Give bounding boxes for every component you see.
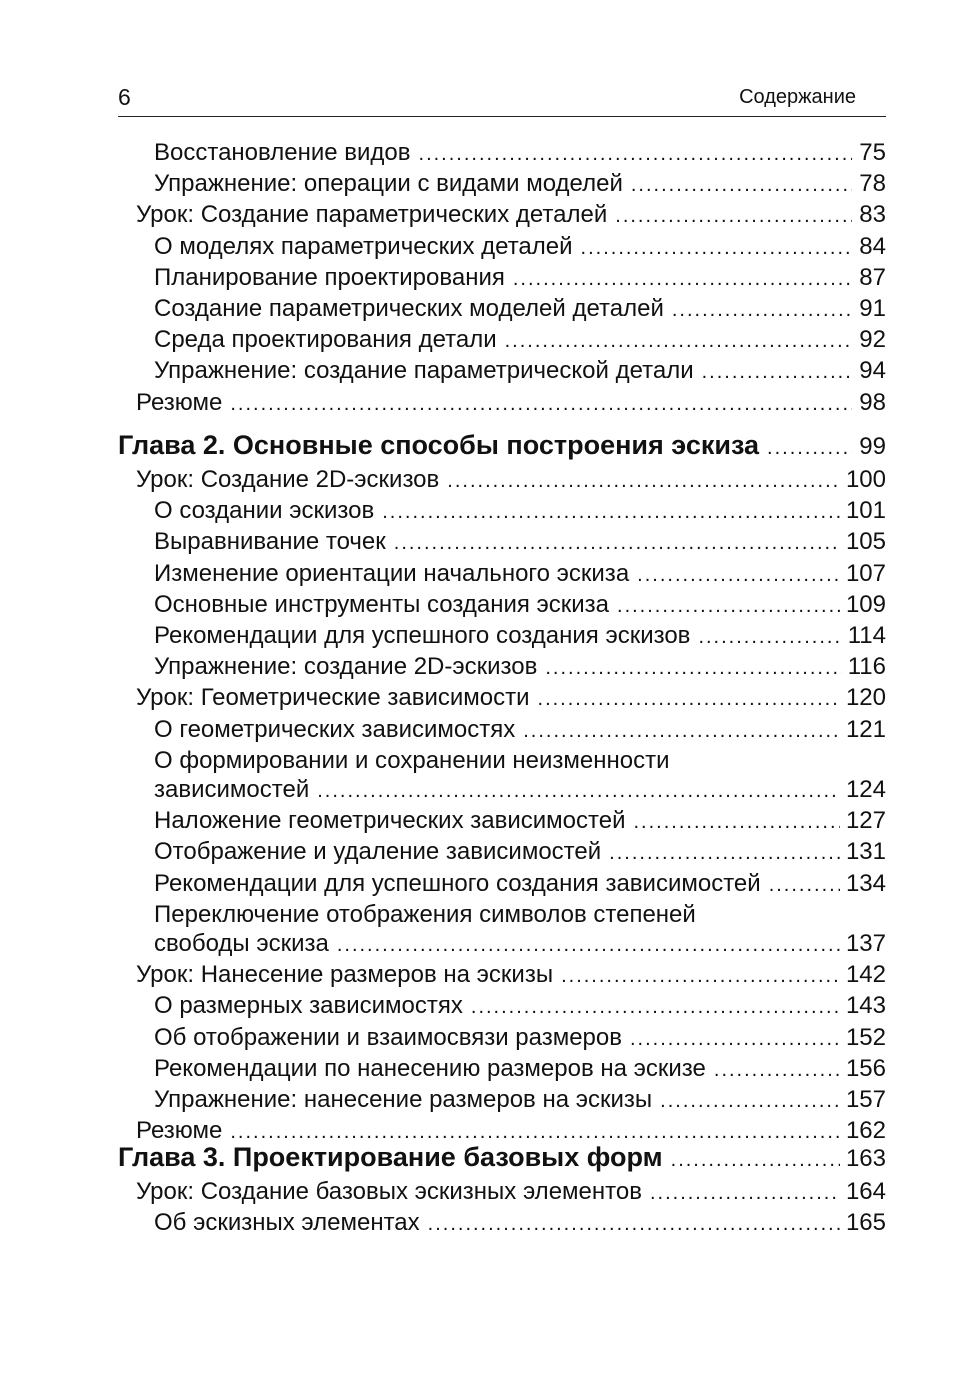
leader-dots bbox=[581, 232, 852, 263]
leader-dots bbox=[394, 527, 840, 558]
page-number: 6 bbox=[118, 84, 131, 110]
toc-page-number: 134 bbox=[845, 869, 886, 897]
toc-entry[interactable]: Упражнение: нанесение размеров на эскизы ..... 157 bbox=[0, 1085, 886, 1116]
toc-page-number: 107 bbox=[845, 559, 886, 587]
toc-page-number: 120 bbox=[845, 684, 886, 712]
leader-dots bbox=[230, 388, 852, 419]
leader-dots bbox=[671, 1140, 840, 1177]
toc-entry[interactable]: Изменение ориентации начального эскиза ..... 107 bbox=[0, 559, 886, 590]
toc-entry[interactable]: Рекомендации для успешного создания эскизов ..... 114 bbox=[0, 621, 886, 652]
toc-page-number: 116 bbox=[847, 653, 886, 681]
leader-dots bbox=[447, 465, 840, 496]
leader-dots bbox=[538, 683, 840, 714]
leader-dots bbox=[631, 169, 852, 200]
leader-dots bbox=[637, 559, 840, 590]
toc-page-number: 94 bbox=[859, 357, 886, 385]
toc-entry-first-line[interactable]: Переключение отображения символов степеней bbox=[154, 900, 696, 928]
toc-page-number: 78 bbox=[859, 170, 886, 198]
toc-page-number: 162 bbox=[845, 1117, 886, 1145]
toc-lesson[interactable]: Урок: Создание базовых эскизных элементов ..... 164 bbox=[0, 1177, 886, 1208]
toc-page-number: 109 bbox=[845, 590, 886, 618]
leader-dots bbox=[615, 200, 852, 231]
toc-page-number: 100 bbox=[845, 466, 886, 493]
toc-entry[interactable]: Рекомендации по нанесению размеров на эскизе ..... 156 bbox=[0, 1054, 886, 1085]
toc-page-number: 124 bbox=[845, 776, 886, 804]
toc-entry[interactable]: Основные инструменты создания эскиза ..... 109 bbox=[0, 590, 886, 621]
toc-page-number: 152 bbox=[845, 1023, 886, 1051]
leader-dots bbox=[634, 806, 840, 837]
leader-dots bbox=[471, 991, 840, 1022]
leader-dots bbox=[317, 775, 840, 806]
toc-entry[interactable]: Выравнивание точек ..... 105 bbox=[0, 527, 886, 558]
toc-page-number: 127 bbox=[845, 807, 886, 835]
leader-dots bbox=[545, 652, 841, 683]
toc-page-number: 92 bbox=[859, 326, 886, 354]
toc-entry[interactable]: зависимостей ..... 124 bbox=[0, 775, 886, 806]
leader-dots bbox=[561, 960, 840, 991]
toc-page-number: 91 bbox=[859, 295, 886, 323]
toc-page-number: 75 bbox=[859, 139, 886, 166]
header-rule bbox=[118, 116, 886, 117]
toc-page-number: 156 bbox=[845, 1054, 886, 1082]
leader-dots bbox=[767, 428, 852, 465]
toc-chapter-heading[interactable]: Глава 2. Основные способы построения эскиза ..... 99 bbox=[0, 428, 886, 465]
toc-page-number: 131 bbox=[845, 838, 886, 866]
toc-entry[interactable]: О моделях параметрических деталей ..... 84 bbox=[0, 232, 886, 263]
toc-entry[interactable]: Об отображении и взаимосвязи размеров ..... 152 bbox=[0, 1023, 886, 1054]
toc-entry[interactable]: Среда проектирования детали ..... 92 bbox=[0, 325, 886, 356]
leader-dots bbox=[609, 837, 840, 868]
toc-entry[interactable]: О создании эскизов ..... 101 bbox=[0, 496, 886, 527]
toc-page-number: 87 bbox=[859, 263, 886, 291]
toc-page-number: 105 bbox=[845, 528, 886, 556]
leader-dots bbox=[419, 138, 852, 169]
running-title: Содержание bbox=[739, 86, 856, 108]
leader-dots bbox=[617, 590, 840, 621]
toc-chapter-heading[interactable]: Глава 3. Проектирование базовых форм ..... 163 bbox=[0, 1140, 886, 1177]
leader-dots bbox=[505, 325, 852, 356]
leader-dots bbox=[672, 294, 852, 325]
toc-entry[interactable]: Восстановление видов ..... 75 bbox=[0, 138, 886, 169]
leader-dots bbox=[660, 1085, 840, 1116]
toc-section-chapter3 bbox=[0, 1140, 886, 1239]
toc-page-number: 114 bbox=[847, 622, 886, 650]
toc-entry[interactable]: Упражнение: создание 2D-эскизов ..... 116 bbox=[0, 652, 886, 683]
toc-section-chapter2 bbox=[0, 428, 886, 1147]
toc-page-number: 164 bbox=[845, 1178, 886, 1205]
toc-entry[interactable]: Создание параметрических моделей деталей ..... 91 bbox=[0, 294, 886, 325]
toc-entry[interactable]: Планирование проектирования ..... 87 bbox=[0, 263, 886, 294]
toc-summary[interactable]: Резюме ..... 98 bbox=[0, 388, 886, 419]
leader-dots bbox=[714, 1054, 840, 1085]
toc-page-number: 142 bbox=[845, 961, 886, 989]
toc-lesson[interactable]: Урок: Создание параметрических деталей ..... 83 bbox=[0, 200, 886, 231]
leader-dots bbox=[513, 263, 852, 294]
toc-page-number: 101 bbox=[845, 497, 886, 525]
toc-lesson[interactable]: Урок: Создание 2D-эскизов ..... 100 bbox=[0, 465, 886, 496]
toc-page-number: 165 bbox=[845, 1209, 886, 1237]
leader-dots bbox=[428, 1208, 840, 1239]
leader-dots bbox=[698, 621, 841, 652]
toc-page-number: 99 bbox=[859, 433, 886, 460]
leader-dots bbox=[523, 715, 840, 746]
toc-page-number: 83 bbox=[859, 201, 886, 229]
toc-page-number: 157 bbox=[845, 1086, 886, 1114]
toc-summary[interactable]: Резюме ..... 162 bbox=[0, 1116, 886, 1147]
leader-dots bbox=[382, 496, 840, 527]
toc-lesson[interactable]: Урок: Геометрические зависимости ..... 120 bbox=[0, 683, 886, 714]
toc-page-number: 84 bbox=[859, 232, 886, 260]
leader-dots bbox=[702, 356, 852, 387]
toc-entry[interactable]: Рекомендации для успешного создания зависимостей ..... 134 bbox=[0, 869, 886, 900]
toc-entry[interactable]: О размерных зависимостях ..... 143 bbox=[0, 991, 886, 1022]
toc-page-number: 143 bbox=[845, 992, 886, 1020]
toc-page-number: 163 bbox=[845, 1145, 886, 1172]
toc-entry[interactable]: Упражнение: создание параметрической детали ..... 94 bbox=[0, 356, 886, 387]
toc-section-chapter1-tail bbox=[0, 138, 886, 419]
toc-page-number: 121 bbox=[845, 715, 886, 743]
leader-dots bbox=[630, 1023, 840, 1054]
toc-entry[interactable]: Об эскизных элементах ..... 165 bbox=[0, 1208, 886, 1239]
toc-page-number: 137 bbox=[845, 930, 886, 958]
leader-dots bbox=[337, 929, 840, 960]
toc-entry[interactable]: Наложение геометрических зависимостей ..... 127 bbox=[0, 806, 886, 837]
running-header bbox=[118, 84, 886, 116]
toc-entry[interactable]: Отображение и удаление зависимостей ..... 131 bbox=[0, 837, 886, 868]
toc-entry[interactable]: О геометрических зависимостях ..... 121 bbox=[0, 715, 886, 746]
leader-dots bbox=[769, 869, 840, 900]
toc-page-number: 98 bbox=[859, 388, 886, 416]
toc-lesson[interactable]: Урок: Нанесение размеров на эскизы ..... 142 bbox=[0, 960, 886, 991]
toc-entry[interactable]: Упражнение: операции с видами моделей ..... 78 bbox=[0, 169, 886, 200]
leader-dots bbox=[650, 1177, 840, 1208]
toc-entry[interactable]: свободы эскиза ..... 137 bbox=[0, 929, 886, 960]
toc-entry-first-line[interactable]: О формировании и сохранении неизменности bbox=[154, 746, 670, 774]
